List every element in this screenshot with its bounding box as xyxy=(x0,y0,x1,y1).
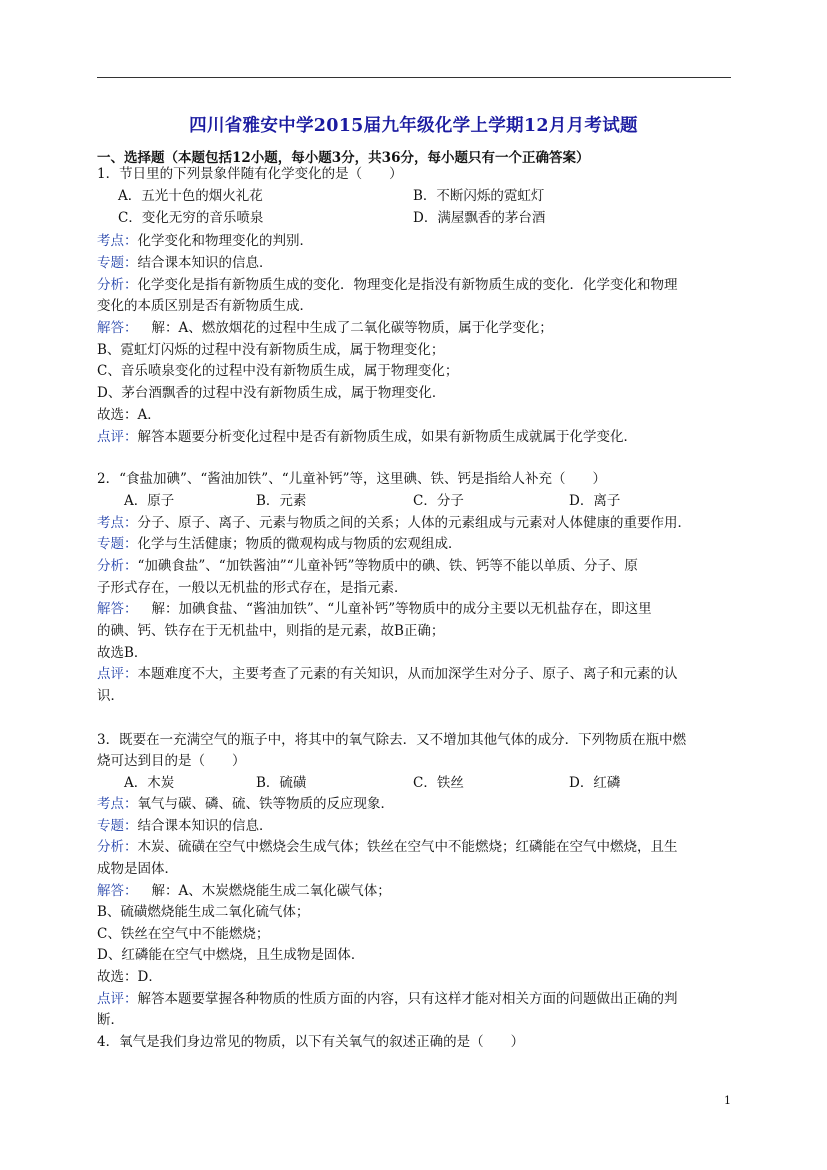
question-stem: 1．节日里的下列景象伴随有化学变化的是（ ） xyxy=(97,166,403,182)
answer: 故选B． xyxy=(97,645,148,661)
fenxi-text-cont: 变化的本质区别是否有新物质生成． xyxy=(97,298,313,314)
fenxi-label: 分析： xyxy=(97,277,138,293)
jieda-text-3: C、音乐喷泉变化的过程中没有新物质生成，属于物理变化； xyxy=(97,363,459,379)
document-title: 四川省雅安中学2015届九年级化学上学期12月月考试题 xyxy=(189,116,638,136)
dianping-text-cont: 识． xyxy=(97,688,124,704)
page-number: 1 xyxy=(724,1094,731,1107)
fenxi-label: 分析： xyxy=(97,839,138,855)
jieda-text-3: C、铁丝在空气中不能燃烧； xyxy=(97,926,270,942)
dianping-line xyxy=(97,428,637,446)
kaodian-label: 考点： xyxy=(97,515,138,531)
zhuanti-label: 专题： xyxy=(97,536,138,552)
option-b: B．元素 xyxy=(256,493,307,509)
kaodian-label: 考点： xyxy=(97,796,138,812)
zhuanti-text: 结合课本知识的信息． xyxy=(137,818,273,834)
kaodian-label: 考点： xyxy=(97,233,138,249)
dianping-label: 点评： xyxy=(97,666,138,682)
option-b: B．硫磺 xyxy=(256,775,307,791)
kaodian-line xyxy=(97,795,394,813)
option-d: D．离子 xyxy=(569,493,621,509)
section-heading: 一、选择题（本题包括12小题，每小题3分，共36分，每小题只有一个正确答案） xyxy=(97,150,590,166)
jieda-label: 解答： xyxy=(97,601,138,617)
jieda-label: 解答： xyxy=(97,320,138,336)
zhuanti-label: 专题： xyxy=(97,818,138,834)
option-c: C．铁丝 xyxy=(413,775,464,791)
kaodian-line xyxy=(97,232,313,250)
option-a: A．原子 xyxy=(124,493,175,509)
jieda-label: 解答： xyxy=(97,883,138,899)
zhuanti-text: 结合课本知识的信息． xyxy=(137,255,273,271)
option-d: D．红磷 xyxy=(569,775,621,791)
option-b: B．不断闪烁的霓虹灯 xyxy=(413,188,545,204)
dianping-text: 本题难度不大，主要考查了元素的有关知识，从而加深学生对分子、原子、离子和元素的认 xyxy=(137,666,678,682)
dianping-text: 解答本题要分析变化过程中是否有新物质生成，如果有新物质生成就属于化学变化． xyxy=(137,429,637,445)
header-rule xyxy=(97,77,731,78)
fenxi-label: 分析： xyxy=(97,558,138,574)
fenxi-line xyxy=(97,276,678,294)
question-stem-cont: 烧可达到目的是（ ） xyxy=(97,753,246,769)
jieda-text: 解：A、燃放烟花的过程中生成了二氧化碳等物质，属于化学变化； xyxy=(151,320,553,336)
fenxi-line xyxy=(97,557,638,575)
answer: 故选：D． xyxy=(97,969,162,985)
dianping-label: 点评： xyxy=(97,991,138,1007)
fenxi-text: 木炭、硫磺在空气中燃烧会生成气体；铁丝在空气中不能燃烧；红磷能在空气中燃烧，且生 xyxy=(137,839,678,855)
kaodian-text: 分子、原子、离子、元素与物质之间的关系；人体的元素组成与元素对人体健康的重要作用． xyxy=(137,515,691,531)
kaodian-text: 化学变化和物理变化的判别． xyxy=(137,233,313,249)
dianping-line xyxy=(97,665,678,683)
jieda-text-2: B、硫磺燃烧能生成二氧化硫气体； xyxy=(97,904,310,920)
fenxi-text-cont: 子形式存在，一般以无机盐的形式存在，是指元素． xyxy=(97,580,408,596)
kaodian-line xyxy=(97,514,691,532)
jieda-text-4: D、红磷能在空气中燃烧，且生成物是固体． xyxy=(97,947,365,963)
option-a: A．五光十色的烟火礼花 xyxy=(118,188,263,204)
dianping-line xyxy=(97,990,678,1008)
jieda-line xyxy=(97,882,391,900)
jieda-text-2: 的碘、钙、铁存在于无机盐中，则指的是元素，故B正确； xyxy=(97,623,445,639)
jieda-text: 解：A、木炭燃烧能生成二氧化碳气体； xyxy=(151,883,391,899)
jieda-line xyxy=(97,319,553,337)
jieda-line xyxy=(97,600,652,618)
fenxi-text: “加碘食盐”、“加铁酱油”“儿童补钙”等物质中的碘、铁、钙等不能以单质、分子、原 xyxy=(137,558,638,574)
fenxi-text: 化学变化是指有新物质生成的变化．物理变化是指没有新物质生成的变化．化学变化和物理 xyxy=(137,277,678,293)
option-d: D．满屋飘香的茅台酒 xyxy=(413,210,546,226)
option-c: C．分子 xyxy=(413,493,464,509)
jieda-text-4: D、茅台酒飘香的过程中没有新物质生成，属于物理变化． xyxy=(97,385,446,401)
question-stem: 2．“食盐加碘”、“酱油加铁”、“儿童补钙”等，这里碘、铁、钙是指给人补充（ ） xyxy=(97,471,606,487)
question-stem: 3．既要在一充满空气的瓶子中，将其中的氧气除去．又不增加其他气体的成分．下列物质在瓶中燃 xyxy=(97,732,687,748)
answer: 故选：A． xyxy=(97,407,161,423)
option-a: A．木炭 xyxy=(124,775,175,791)
jieda-text: 解：加碘食盐、“酱油加铁”、“儿童补钙”等物质中的成分主要以无机盐存在，即这里 xyxy=(151,601,652,617)
zhuanti-line xyxy=(97,254,273,272)
zhuanti-label: 专题： xyxy=(97,255,138,271)
option-c: C．变化无穷的音乐喷泉 xyxy=(118,210,264,226)
kaodian-text: 氧气与碳、磷、硫、铁等物质的反应现象． xyxy=(137,796,394,812)
question-4-stem: 4．氧气是我们身边常见的物质，以下有关氧气的叙述正确的是（ ） xyxy=(97,1034,525,1050)
zhuanti-line xyxy=(97,535,462,553)
dianping-text: 解答本题要掌握各种物质的性质方面的内容，只有这样才能对相关方面的问题做出正确的判 xyxy=(137,991,678,1007)
dianping-label: 点评： xyxy=(97,429,138,445)
zhuanti-line xyxy=(97,817,273,835)
fenxi-line xyxy=(97,838,678,856)
dianping-text-cont: 断． xyxy=(97,1012,124,1028)
fenxi-text-cont: 成物是固体． xyxy=(97,861,178,877)
zhuanti-text: 化学与生活健康；物质的微观构成与物质的宏观组成． xyxy=(137,536,462,552)
jieda-text-2: B、霓虹灯闪烁的过程中没有新物质生成，属于物理变化； xyxy=(97,342,445,358)
